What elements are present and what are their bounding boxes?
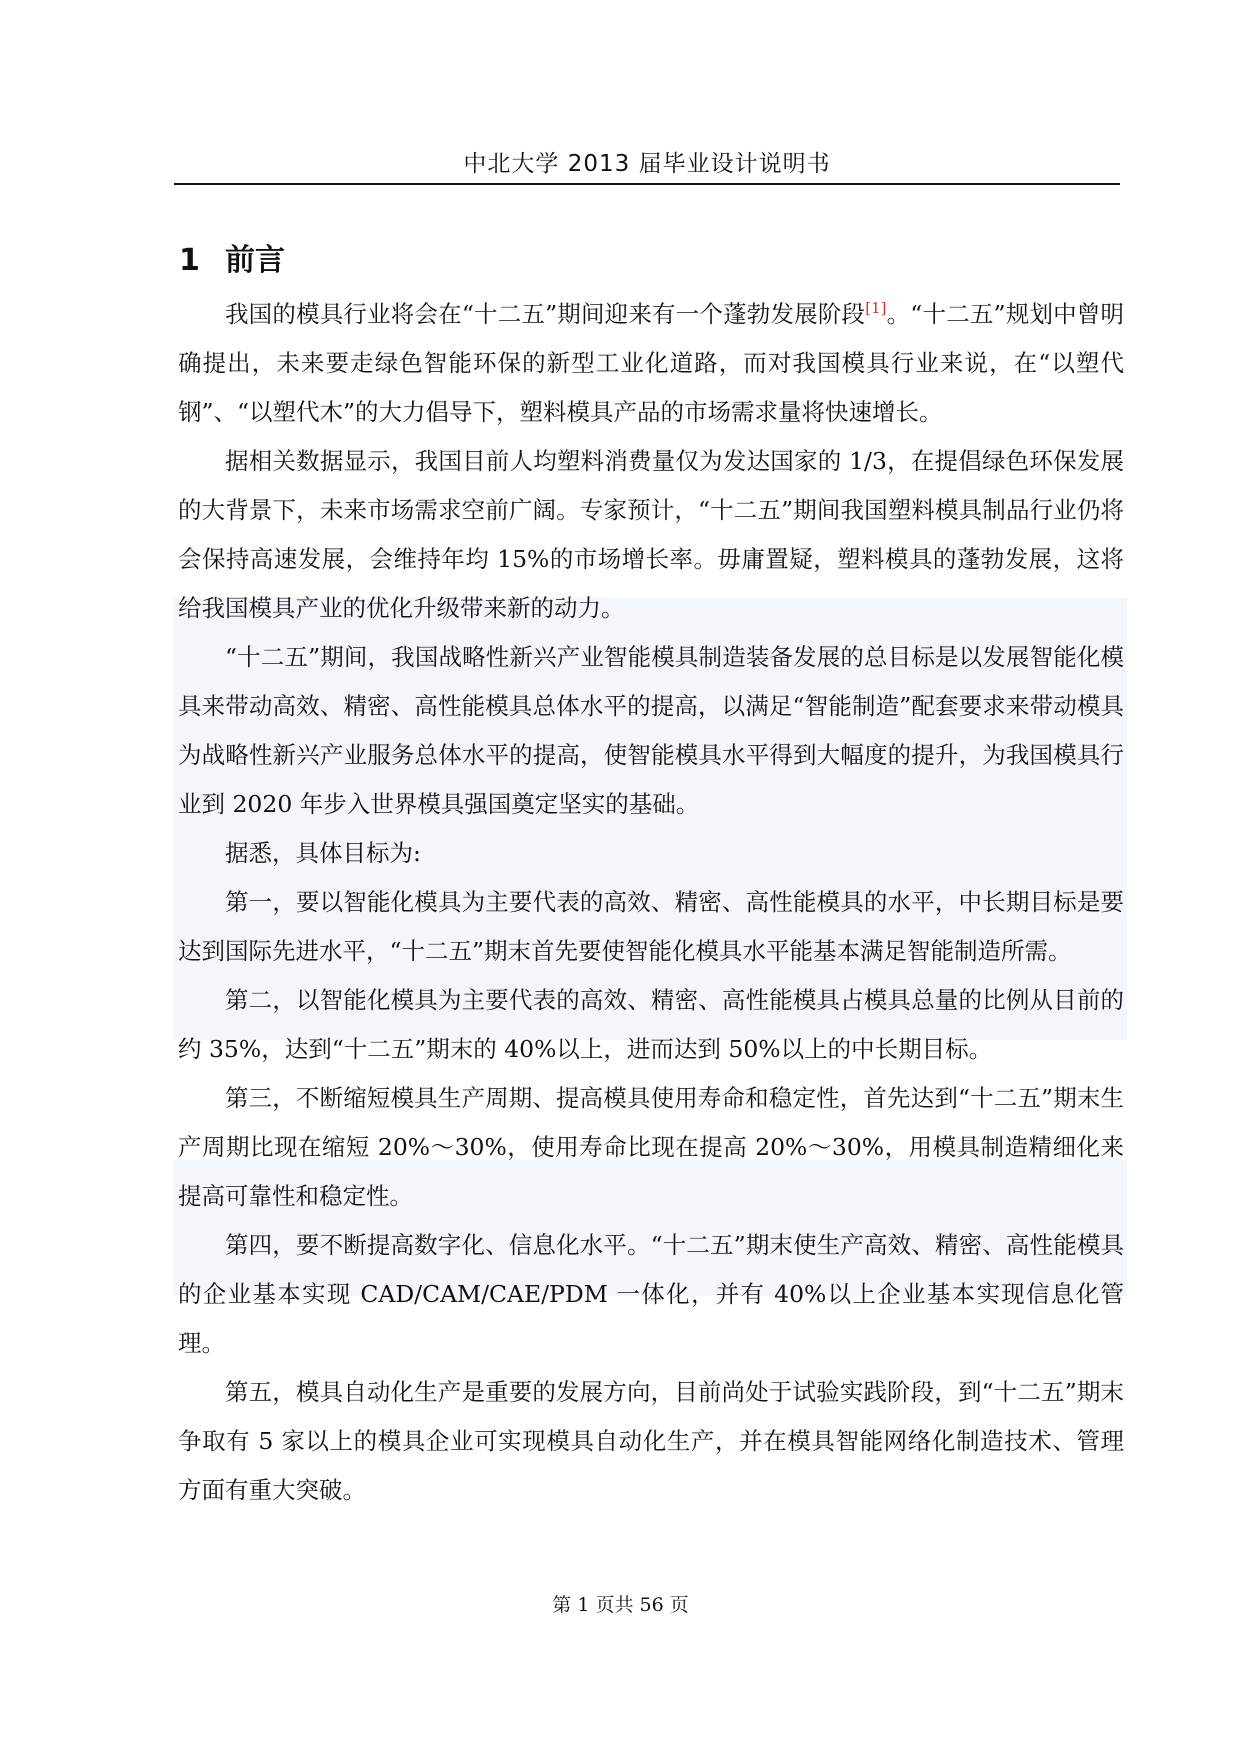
- paragraph-5: 第一，要以智能化模具为主要代表的高效、精密、高性能模具的水平，中长期目标是要达到国际先进水平，“十二五”期末首先要使智能化模具水平能基本满足智能制造所需。: [178, 888, 1124, 965]
- section-number: 1: [179, 243, 200, 278]
- body-text: [178, 290, 1124, 1515]
- header-rule: [174, 183, 1120, 185]
- paragraph-9: 第五，模具自动化生产是重要的发展方向，目前尚处于试验实践阶段，到“十二五”期末争取有 5 家以上的模具企业可实现模具自动化生产，并在模具智能网络化制造技术、管理方面有重大突破。: [178, 1378, 1124, 1504]
- citation-link[interactable]: [1]: [865, 299, 887, 318]
- paragraph-8: 第四，要不断提高数字化、信息化水平。“十二五”期末使生产高效、精密、高性能模具的企业基本实现 CAD/CAM/CAE/PDM 一体化，并有 40%以上企业基本实现信息化管理。: [178, 1231, 1124, 1357]
- paragraph-4: 据悉，具体目标为:: [225, 839, 421, 867]
- paragraph-2: 据相关数据显示，我国目前人均塑料消费量仅为发达国家的 1/3，在提倡绿色环保发展的大背景下，未来市场需求空前广阔。专家预计，“十二五”期间我国塑料模具制品行业仍将会保持高速发展，会维持年均 15%的市场增长率。毋庸置疑，塑料模具的蓬勃发展，这将给我国模具产业的优化升级带来新的动力。: [178, 447, 1124, 622]
- paragraph-3: “十二五”期间，我国战略性新兴产业智能模具制造装备发展的总目标是以发展智能化模具来带动高效、精密、高性能模具总体水平的提高，以满足“智能制造”配套要求来带动模具为战略性新兴产业服务总体水平的提高，使智能模具水平得到大幅度的提升，为我国模具行业到 2020 年步入世界模具强国奠定坚实的基础。: [178, 643, 1124, 818]
- paragraph-1-text-b: 。“十二五”规划中曾明确提出，未来要走绿色智能环保的新型工业化道路，而对我国模具行业来说，在“以塑代钢”、“以塑代木”的大力倡导下，塑料模具产品的市场需求量将快速增长。: [178, 300, 1124, 426]
- paragraph-1-text-a: 我国的模具行业将会在“十二五”期间迎来有一个蓬勃发展阶段: [225, 300, 866, 328]
- paragraph-7: 第三，不断缩短模具生产周期、提高模具使用寿命和稳定性，首先达到“十二五”期末生产周期比现在缩短 20%～30%，使用寿命比现在提高 20%～30%，用模具制造精细化来提高可靠性和稳定性。: [178, 1084, 1124, 1210]
- page-number-footer: 第 1 页共 56 页: [552, 1594, 689, 1616]
- paragraph-6: 第二，以智能化模具为主要代表的高效、精密、高性能模具占模具总量的比例从目前的约 35%，达到“十二五”期末的 40%以上，进而达到 50%以上的中长期目标。: [178, 986, 1124, 1063]
- section-heading: [179, 238, 285, 284]
- section-title: 前言: [225, 243, 285, 278]
- page-header-title: 中北大学 2013 届毕业设计说明书: [463, 151, 831, 177]
- paragraph-1: [178, 290, 1124, 437]
